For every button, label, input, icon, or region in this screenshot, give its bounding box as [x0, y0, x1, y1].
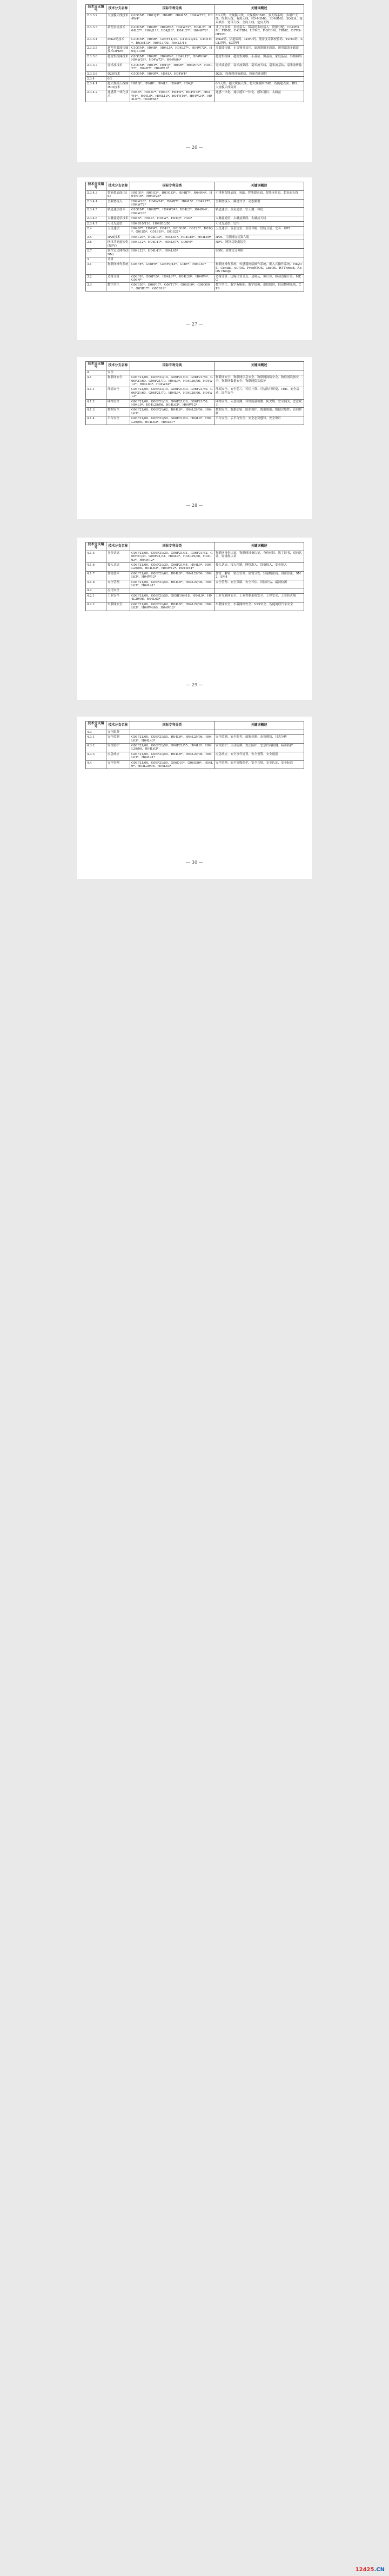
column-header: 国际专利分类	[130, 721, 214, 730]
table-row	[86, 580, 304, 588]
keywords-cell	[214, 730, 304, 734]
table-row	[86, 399, 304, 408]
table-row	[86, 563, 304, 572]
branch-name-cell: Polar码技术	[106, 37, 130, 46]
branch-name-cell: 计算	[106, 257, 130, 262]
site-watermark	[356, 2567, 385, 2573]
branch-number-cell: 3	[86, 257, 106, 262]
page-number: — 26 —	[186, 145, 203, 150]
table-row	[86, 46, 304, 55]
ipc-cell: G06F21/00、G06F21/50、H04L9*、H04L29/06、H04L63*、H04L43*	[130, 735, 214, 744]
branch-number-cell: 2.3.3.7	[86, 63, 106, 71]
table-header-row	[86, 542, 304, 551]
branch-number-cell: 4.1.3	[86, 408, 106, 416]
branch-number-cell: 4.1.6	[86, 563, 106, 572]
table-row	[86, 602, 304, 611]
table-row	[86, 208, 304, 216]
table-row	[86, 240, 304, 249]
column-header: 技术分支名称	[106, 182, 130, 191]
keywords-cell: 安全防护、主动防御、攻击防护、恶意代码检测、病毒防护	[214, 744, 304, 752]
table-header-row	[86, 182, 304, 191]
page-number: — 28 —	[186, 503, 203, 508]
table-row	[86, 216, 304, 221]
branch-number-cell: 2.3.4.1	[86, 82, 106, 90]
table-row	[86, 375, 304, 387]
branch-name-cell: 接入认证	[106, 563, 130, 572]
branch-number-cell: 4.1.2	[86, 399, 106, 408]
branch-name-cell: 应用安全	[106, 588, 130, 593]
ipc-cell	[130, 588, 214, 593]
column-header: 技术分支名称	[106, 542, 130, 551]
branch-number-cell: 4.2.2	[86, 602, 106, 611]
watermark-prefix: 12425	[355, 2567, 374, 2573]
branch-name-cell: 软件定义网络(SDN)	[106, 249, 130, 257]
branch-number-cell: 2.3.3.2	[86, 13, 106, 25]
ipc-cell	[130, 370, 214, 375]
table-row	[86, 370, 304, 375]
ipc-cell: G06F21/00、G06F21/50、H04L9*、H04L29/06、H04L63*、H04L41*	[130, 752, 214, 760]
branch-number-cell: 2.4	[86, 227, 106, 235]
keywords-cell	[214, 588, 304, 593]
column-header: 关键词概述	[214, 5, 304, 14]
ipc-cell: G1O1M*、H01P*、H01Q*、H04B*、H04W72*、H04L27*、H04B7*、H04W16*	[130, 63, 214, 71]
keywords-cell: 物联网身份认证、物联网设备认证、身份标识、数字证书、双向认证、轻量级认证	[214, 551, 304, 562]
branch-number-cell: 4.4	[86, 760, 106, 769]
ipc-cell: G06F8*、G06F9*、G06F9/44*、G16Y*、H04L67*	[130, 262, 214, 274]
branch-name-cell: 工业安全	[106, 593, 130, 602]
keywords-cell: 物联网操作系统、传感器网络操作系统、嵌入式操作系统、TinyOS、Contiki、uC/OS、FreeRTOS、LiteOS、RT-Thread、AliOS Things	[214, 262, 304, 274]
column-header: 国际专利分类	[130, 5, 214, 14]
branch-name-cell: 网络安全	[106, 399, 130, 408]
table-row	[86, 744, 304, 752]
keywords-cell	[214, 76, 304, 81]
branch-name-cell: 物联网安全	[106, 375, 130, 387]
keywords-cell: 安全监测、安全监控、威胁检测、态势感知、日志分析	[214, 735, 304, 744]
patent-classification-table	[85, 542, 304, 611]
branch-number-cell: 4.3.3	[86, 752, 106, 760]
watermark-suffix: .CN	[374, 2567, 385, 2573]
branch-name-cell: 数字孪生	[106, 283, 130, 292]
branch-name-cell: 网络功能虚拟化(NFV)	[106, 240, 130, 249]
branch-name-cell: 边缘计算	[106, 274, 130, 283]
keywords-cell: 安全管理、安全策略、安全评估、风险评估、漏洞检测	[214, 580, 304, 588]
branch-name-cell: 卫星通信	[106, 227, 130, 235]
ipc-cell: G06F21/00、G06F21/60、H04L9*、H04L29/06、H04L63*、H04W4/40、H04W12*	[130, 602, 214, 611]
ipc-cell: G06F9*、G06F15*、H04L67*、H04L29*、H04W4*、G06N*	[130, 274, 214, 283]
keywords-cell	[214, 257, 304, 262]
branch-name-cell: 新型多载波传输技术OFDM	[106, 46, 130, 55]
branch-number-cell: 2.7	[86, 249, 106, 257]
ipc-cell: G06F21/00、G06F21/10、G06F21/30、G06F21/50、G06F21/60、G06F21/70、H04L9*、H04L29/06、H04W12*	[130, 387, 214, 399]
column-header: 关键词概述	[214, 542, 304, 551]
ipc-cell: H04B*、H04B7*、H04L*、H04W*、H04W72*、H04W4*、H04L5*、H04L12*、H04W16*、H04W24*、H04L67*、H04W84*	[130, 90, 214, 102]
branch-number-cell: 3.3	[86, 283, 106, 292]
ipc-cell: G1O1M*、H04B*、H04L5*、H04L27*、H04W72*、H04J11/00	[130, 46, 214, 55]
table-row	[86, 274, 304, 283]
table-row	[86, 551, 304, 562]
ipc-cell: G06F21/00、G06F21/10、G06F21/30、G06F21/50、G06F21/60、G06F21/70、H04L9*、H04L29/06、H04W12*、H04L63*、H04W84*	[130, 375, 214, 387]
branch-name-cell: 车联网安全	[106, 602, 130, 611]
table-row	[86, 235, 304, 240]
table-row	[86, 54, 304, 63]
keywords-cell	[214, 370, 304, 375]
document-page	[77, 717, 312, 879]
ipc-cell: H04L12*、H04L41*、H04L45*	[130, 249, 214, 257]
branch-name-cell: 物联网操作系统	[106, 262, 130, 274]
branch-number-cell: 4.1.5	[86, 551, 106, 562]
column-header: 关键词概述	[214, 362, 304, 370]
table-row	[86, 593, 304, 602]
table-row	[86, 63, 304, 71]
table-row	[86, 257, 304, 262]
ipc-cell: G1O1M*、H04W*、H04L*、H04W4*	[130, 71, 214, 76]
keywords-cell: 非正交多址、多址接入、稀疏码多址接入、资源分配、CP-OFDM、FBMC、F-OFDM、UFMC、F-OFDM、FBMC、DFT-S-OFDM	[214, 25, 304, 37]
branch-number-cell: 2.3.4.6	[86, 216, 106, 221]
table-row	[86, 199, 304, 208]
branch-number-cell: 4.1.1	[86, 387, 106, 399]
branch-number-cell: 3.2	[86, 274, 106, 283]
column-header: 技术分支编号	[86, 362, 106, 370]
table-row	[86, 221, 304, 226]
patent-classification-table	[85, 182, 304, 292]
branch-name-cell: 太赫兹通信技术	[106, 216, 130, 221]
page-number: — 29 —	[186, 683, 203, 687]
column-header: 技术分支名称	[106, 5, 130, 14]
table-row	[86, 387, 304, 399]
branch-number-cell: 2.3.3.5	[86, 46, 106, 55]
branch-name-cell: 安全管理	[106, 580, 130, 588]
ipc-cell: G1O1M*、H04B*、G06F11/10、G11C29/42、G1O1M*、H03M13*、H04L1/00、H04L1/18	[130, 37, 214, 46]
ipc-cell: G06F21/00、G06F21/50、G05B19/418、H04L9*、H04L29/06、H04L63*	[130, 593, 214, 602]
branch-name-cell: 通感算一体化技术	[106, 90, 130, 102]
branch-number-cell: 4.2	[86, 588, 106, 593]
ipc-cell	[130, 257, 214, 262]
branch-name-cell: 可见光通信	[106, 221, 130, 226]
document-page	[77, 0, 312, 162]
branch-number-cell: 2.3.3.4	[86, 37, 106, 46]
ipc-cell: G1O1M*、H04B7*、H04W84*、H04L5*、H04W4*、H04W16*	[130, 208, 214, 216]
branch-name-cell: 安全	[106, 370, 130, 375]
branch-number-cell: 3.1	[86, 262, 106, 274]
branch-number-cell: 4.1.7	[86, 571, 106, 580]
document-page	[77, 538, 312, 700]
column-header: 技术分支名称	[106, 721, 130, 730]
ipc-cell: G06F21/00、G06F21/50、H04L9*、H04L29/06、H04L63*、H04L41*	[130, 580, 214, 588]
ipc-cell: H01Q*、H04B*、H04L*、H04W*、H04J*	[130, 82, 214, 90]
keywords-cell: 毫米波通信、毫米波频段、毫米波天线、毫米波基站、毫米波传输	[214, 63, 304, 71]
column-header: 技术分支名称	[106, 362, 130, 370]
table-row	[86, 71, 304, 76]
keywords-cell: D2D、设备到设备通信、设备直连通信	[214, 71, 304, 76]
branch-name-cell: 数据安全	[106, 408, 130, 416]
table-row	[86, 735, 304, 744]
table-row	[86, 90, 304, 102]
table-row	[86, 37, 304, 46]
branch-number-cell: 2.3.4.2	[86, 90, 106, 102]
page-number: — 30 —	[186, 860, 203, 865]
keywords-cell: 太赫兹通信、太赫兹频段、太赫兹天线	[214, 216, 304, 221]
branch-name-cell: D2D技术	[106, 71, 130, 76]
column-header: 国际专利分类	[130, 182, 214, 191]
keywords-cell: 数字孪生、数字双胞胎、数字镜像、虚拟映射、信息物理系统、CPS	[214, 283, 304, 292]
table-header-row	[86, 5, 304, 14]
branch-name-cell: 大规模天线技术	[106, 13, 130, 25]
branch-number-cell: 2.3.4.4	[86, 199, 106, 208]
branch-number-cell: 4.1	[86, 375, 106, 387]
branch-number-cell: 2.3.3.3	[86, 25, 106, 37]
branch-number-cell: 4.1.4	[86, 416, 106, 425]
ipc-cell: H04B7*、H04W*、H04L*、G01S19*、G01S5*、H01Q*、G01S5*、G01S19*、G01S21*	[130, 227, 214, 235]
branch-number-cell: 2.3.4	[86, 76, 106, 81]
table-row	[86, 227, 304, 235]
branch-number-cell: 2.3.4.5	[86, 208, 106, 216]
keywords-cell: IPv6、互联网协议第六版	[214, 235, 304, 240]
ipc-cell: H04L12*、H04L41*、H04L67*、G06F9*	[130, 240, 214, 249]
ipc-cell: G06F21/00、G06F21/50、G06Q10*、G06Q50*、H04L9*、H04L29/06、H04L63*	[130, 760, 214, 769]
table-row	[86, 730, 304, 734]
branch-number-cell: 4.1.8	[86, 580, 106, 588]
column-header: 国际专利分类	[130, 362, 214, 370]
column-header: 关键词概述	[214, 721, 304, 730]
table-row	[86, 262, 304, 274]
branch-number-cell: 4.3	[86, 730, 106, 734]
keywords-cell: 加密、解密、密钥管理、密钥分发、轻量级密码、国密算法、SM2、SM4	[214, 571, 304, 580]
keywords-cell: 接入认证、接入控制、网络准入、设备接入、安全接入	[214, 563, 304, 572]
ipc-cell: G06F21/00、G06F21/30、G06F21/44、H04L9*、H04L29/06、H04L63*、H04W12*、H04W84*	[130, 563, 214, 572]
column-header: 技术分支编号	[86, 542, 106, 551]
patent-classification-table	[85, 4, 304, 102]
branch-name-cell: 应急响应	[106, 752, 130, 760]
ipc-cell: H04B10/116、H04B10/50	[130, 221, 214, 226]
table-row	[86, 588, 304, 593]
keywords-cell: 轨道通信、卫星通信、空天地一体化	[214, 208, 304, 216]
ipc-cell: G06F21/60、G06F21/62、H04L9*、H04L29/06、H04L63*	[130, 408, 214, 416]
keywords-cell: 可重构智能表面、RIS、智能超表面、智能反射面、超表面天线	[214, 190, 304, 199]
ipc-cell: G1O1M*、H04B*、H04W4*、H04L12*、H04W16*、H04W24*、H04W72*、H04W84*	[130, 54, 214, 63]
table-row	[86, 82, 304, 90]
table-row	[86, 752, 304, 760]
keywords-cell: 应急响应、安全事件处置、安全预警、安全通报	[214, 752, 304, 760]
column-header: 关键词概述	[214, 182, 304, 191]
ipc-cell: G1O1M*、H04B*、H04W4*、H04W72*、H04L5*、H04L27*、H04J11*、H04J13*、H04L27*、H04W72*	[130, 25, 214, 37]
branch-name-cell: 超密集组网技术	[106, 54, 130, 63]
keywords-cell: 物联网安全、物联网信息安全、物联网网络安全、物联网设备安全、物联网数据安全、物联网隐私保护	[214, 375, 304, 387]
table-row	[86, 76, 304, 81]
branch-name-cell: 安全监测	[106, 735, 130, 744]
branch-number-cell: 2.3.4.3	[86, 190, 106, 199]
ipc-cell: G06F21/00、G06F21/30、G06F21/31、G06F21/32、G06F21/33、G06F21/34、H04L9*、H04L29/06、H04L63*、H04W12*	[130, 551, 214, 562]
table-row	[86, 416, 304, 425]
keywords-cell: 5G天线、大规模天线、大规模MIMO、多天线系统、多用户天线、终端天线、有源天线、FD-MIMO、3DMIMO、3D波束、波束赋形、宽带天线、全向天线、定向天线	[214, 13, 304, 25]
ipc-cell: G06F21/00、G06F21/50、G06F21/55、H04L9*、H04L29/06、H04L63*	[130, 744, 214, 752]
page-number: — 27 —	[186, 322, 203, 327]
table-row	[86, 25, 304, 37]
branch-name-cell: 安全管理	[106, 760, 130, 769]
column-header: 技术分支编号	[86, 182, 106, 191]
branch-number-cell: 4	[86, 370, 106, 375]
ipc-cell: H04L29*、H04L12*、H04L61*、H04L45*、H04L69*	[130, 235, 214, 240]
table-header-row	[86, 721, 304, 730]
table-row	[86, 283, 304, 292]
ipc-cell: G1O1M*、H01Q3*、H04B*、H04L5*、H04W72*、H04W4*	[130, 13, 214, 25]
keywords-cell: 6G天线、超大规模天线、超大规模MIMO、智能超表面、RIS、大规模天线阵列	[214, 82, 304, 90]
branch-name-cell: 安全防护	[106, 744, 130, 752]
ipc-cell: G06F21/00、G06F21/50、G06F21/60、H04L9*、H04L29/06、H04L63*、H04L67*	[130, 416, 214, 425]
branch-number-cell: 4.3.1	[86, 735, 106, 744]
keywords-cell: 多载波传输、正交频分复用、滤波器组多载波、通用滤波多载波	[214, 46, 304, 55]
branch-name-cell: 毫米波技术	[106, 63, 130, 71]
ipc-cell: G06F21/60、G06F21/62、H04L9*、H04L29/06、H04L63*、H04W12*	[130, 571, 214, 580]
ipc-cell: H04W16*、H04W24*、H04B7*、H04L5*、H04L27*、H04W72*	[130, 199, 214, 208]
keywords-cell: 工业互联网安全、工业控制系统安全、工控安全、工业防火墙	[214, 593, 304, 602]
table-row	[86, 13, 304, 25]
patent-classification-table	[85, 721, 304, 769]
column-header: 技术分支编号	[86, 5, 106, 14]
keywords-cell: 平台安全、云平台安全、安全态势感知、安全审计	[214, 416, 304, 425]
ipc-cell	[130, 730, 214, 734]
document-page	[77, 357, 312, 519]
ipc-cell: H01Q1*、H01Q3*、H01Q15*、H04B7*、H04W4*、H04W16*、H04W24*	[130, 190, 214, 199]
branch-name-cell: 加密技术	[106, 571, 130, 580]
branch-name-cell: 全频谱接入	[106, 199, 130, 208]
column-header: 国际专利分类	[130, 542, 214, 551]
branch-name-cell: 安全服务	[106, 730, 130, 734]
table-header-row	[86, 362, 304, 370]
branch-number-cell: 2.3.3.8	[86, 71, 106, 76]
keywords-cell: 车联网安全、车载网络安全、V2X安全、智能网联汽车安全	[214, 602, 304, 611]
keywords-cell: 边缘计算、边缘计算节点、边缘云、雾计算、移动边缘计算、MEC	[214, 274, 304, 283]
branch-number-cell: 2.3.3.6	[86, 54, 106, 63]
branch-number-cell: 2.3.4.7	[86, 221, 106, 226]
ipc-cell: G06F30*、G06F17*、G06T17*、G06Q10*、G06Q50*、G05B17*、G05B19*	[130, 283, 214, 292]
keywords-cell: SDN、软件定义网络	[214, 249, 304, 257]
keywords-cell: Polar码、信道编码、LDPC码、低密度奇偶校验码、Turbo码、SCL译码、SC译码	[214, 37, 304, 46]
keywords-cell: 数据安全、数据加密、隐私保护、数据脱敏、数据完整性、访问控制	[214, 408, 304, 416]
branch-name-cell: 轨道通信技术	[106, 208, 130, 216]
branch-name-cell: 新型多址技术	[106, 25, 130, 37]
keywords-cell: 网络安全、入侵检测、异常流量检测、防火墙、安全网关、恶意攻击	[214, 399, 304, 408]
ipc-cell	[130, 76, 214, 81]
branch-number-cell: 2.5	[86, 235, 106, 240]
keywords-cell: NFV、网络功能虚拟化	[214, 240, 304, 249]
ipc-cell: G06F21/00、G06F21/10、G06F21/30、G06F21/50、H04L9*、H04L29/06、H04L63*、H04W12*	[130, 399, 214, 408]
document-page	[77, 177, 312, 340]
table-row	[86, 190, 304, 199]
keywords-cell: 全频谱接入、频谱共享、动态频谱	[214, 199, 304, 208]
table-row	[86, 760, 304, 769]
keywords-cell: 可见光通信、LiFi	[214, 221, 304, 226]
keywords-cell: 超密集组网、超密集网络、小基站、微基站、家庭基站、异构网络	[214, 54, 304, 63]
branch-name-cell: 平台安全	[106, 416, 130, 425]
ipc-cell: H04B*、H04L*、H04W*、H01Q*、H03*	[130, 216, 214, 221]
branch-number-cell: 4.3.2	[86, 744, 106, 752]
branch-number-cell: 2.6	[86, 240, 106, 249]
branch-number-cell: 4.2.1	[86, 593, 106, 602]
branch-name-cell: 6G	[106, 76, 130, 81]
table-row	[86, 408, 304, 416]
table-row	[86, 571, 304, 580]
branch-name-cell: 身份认证	[106, 551, 130, 562]
keywords-cell: 安全管理、安全等级保护、安全合规、安全认证、安全标准	[214, 760, 304, 769]
branch-name-cell: IPv6技术	[106, 235, 130, 240]
patent-classification-table	[85, 361, 304, 425]
table-row	[86, 249, 304, 257]
column-header: 技术分支编号	[86, 721, 106, 730]
keywords-cell: 终端安全、安全芯片、可信计算、可信执行环境、TEE、安全启动、固件安全	[214, 387, 304, 399]
branch-name-cell: 智能超表面(RIS)	[106, 190, 130, 199]
branch-name-cell: 终端安全	[106, 387, 130, 399]
keywords-cell: 卫星通信、卫星定位、卫星导航、低轨卫星、北斗、GPS	[214, 227, 304, 235]
branch-name-cell: 超大规模天线MIMO技术	[106, 82, 130, 90]
keywords-cell: 通感一体化、通信感知一体化、感知通信、太赫兹	[214, 90, 304, 102]
